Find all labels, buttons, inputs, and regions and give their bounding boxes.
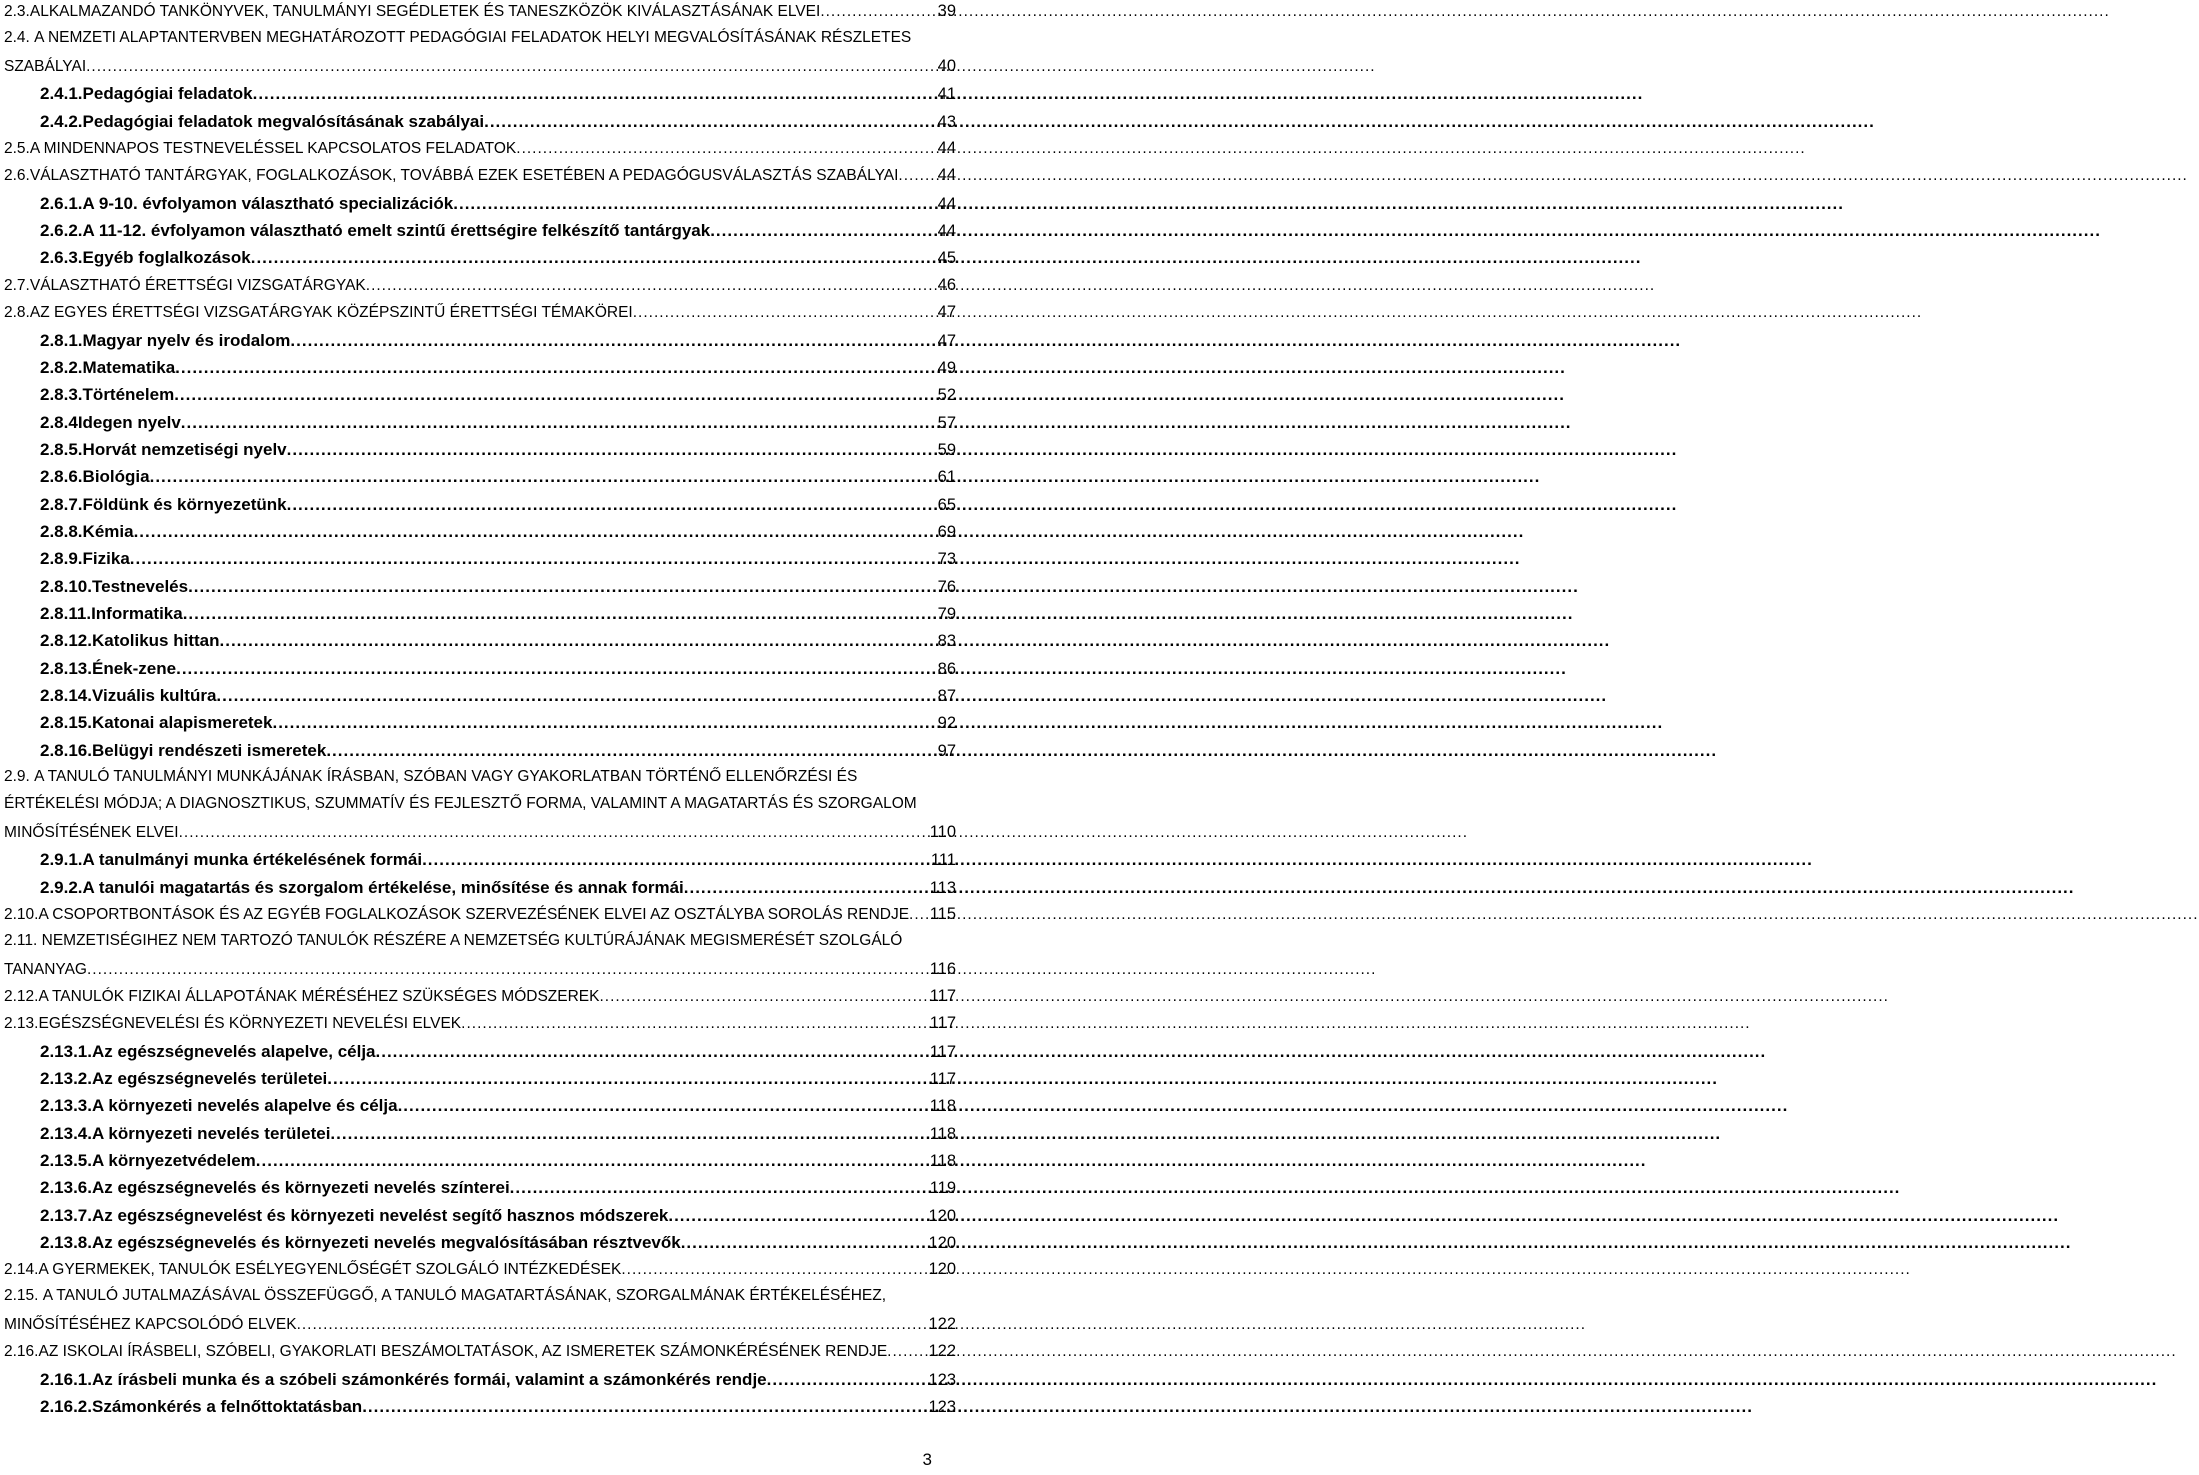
dot-leader	[290, 331, 936, 351]
dot-leader	[633, 304, 937, 322]
dot-leader	[710, 221, 936, 241]
dot-leader	[681, 1233, 928, 1253]
toc-entry-number: 2.8.1.	[40, 330, 83, 350]
toc-entry-title: A 11-12. évfolyamon választható emelt szintű érettségire felkészítő tantárgyak	[82, 221, 711, 241]
page-number: 3	[922, 1450, 932, 1469]
toc-entry-page: 61	[937, 468, 956, 487]
toc-entry-title: ALKALMAZANDÓ TANKÖNYVEK, TANULMÁNYI SEGÉDLETEK ÉS TANESZKÖZÖK KIVÁLASZTÁSÁNAK ELVEI	[29, 3, 821, 21]
dot-leader	[253, 84, 937, 104]
dot-leader	[422, 850, 930, 870]
toc-entry[interactable]	[4, 84, 956, 111]
toc-entry-title: VÁLASZTHATÓ TANTÁRGYAK, FOGLALKOZÁSOK, TOVÁBBÁ EZEK ESETÉBEN A PEDAGÓGUSVÁLASZTÁS SZABÁLYAI	[29, 167, 899, 185]
toc-entry-title: MINŐSÍTÉSÉNEK ELVEI	[4, 823, 179, 841]
toc-entry-title: A környezetvédelem	[92, 1151, 256, 1171]
toc-entry-number: 2.8.11.	[40, 604, 92, 624]
toc-entry-page: 118	[929, 1124, 956, 1143]
toc-entry-number: 2.3.	[4, 3, 30, 21]
toc-entry[interactable]	[4, 686, 956, 713]
toc-entry-title: Magyar nyelv és irodalom	[82, 330, 291, 350]
toc-entry-title: Az egészségnevelés alapelve, célja	[92, 1041, 376, 1061]
toc-entry-page: 43	[937, 112, 956, 131]
toc-entry-page: 113	[929, 878, 956, 897]
dot-leader	[251, 248, 937, 268]
dot-leader	[176, 659, 937, 679]
toc-entry-number: 2.13.5.	[40, 1151, 92, 1171]
toc-entry-title: Horvát nemzetiségi nyelv	[82, 439, 287, 459]
toc-entry-title: Számonkérés a felnőttoktatásban	[92, 1397, 363, 1417]
toc-entry[interactable]	[4, 1041, 956, 1068]
toc-entry-number: 2.13.2.	[40, 1068, 92, 1088]
toc-entry-title: Az egészségnevelés területei	[92, 1068, 328, 1088]
toc-entry-title: A környezeti nevelés területei	[92, 1123, 331, 1143]
toc-entry-page: 79	[937, 605, 956, 624]
toc-entry-page: 47	[937, 331, 956, 350]
toc-entry-page: 86	[937, 659, 956, 678]
toc-entry[interactable]	[4, 522, 956, 549]
toc-entry-page: 57	[937, 413, 956, 432]
toc-entry-number: 2.6.1.	[40, 193, 83, 213]
toc-entry-title: Az egészségnevelést és környezeti nevelést segítő hasznos módszerek	[92, 1205, 669, 1225]
toc-entry-page: 47	[937, 303, 956, 322]
dot-leader	[86, 58, 937, 76]
toc-entry[interactable]	[4, 932, 956, 987]
toc-entry-page: 41	[937, 85, 956, 104]
toc-entry[interactable]	[4, 330, 956, 357]
toc-entry-number: 2.8.14.	[40, 686, 92, 706]
toc-entry[interactable]	[4, 494, 956, 521]
toc-entry[interactable]	[4, 1370, 956, 1397]
toc-entry-title: Egyéb foglalkozások	[82, 248, 251, 268]
toc-entry-number: 2.8.6.	[40, 467, 83, 487]
toc-entry-page: 110	[929, 822, 956, 841]
dot-leader	[287, 495, 937, 515]
dot-leader	[366, 277, 937, 295]
toc-entry-title: Vizuális kultúra	[92, 686, 217, 706]
toc-entry-number: 2.13.6.	[40, 1178, 92, 1198]
toc-entry-title: A tanulói magatartás és szorgalom értékelése, minősítése és annak formái	[82, 877, 684, 897]
toc-entry[interactable]	[4, 1123, 956, 1150]
toc-entry[interactable]	[4, 303, 956, 330]
dot-leader	[668, 1206, 927, 1226]
toc-entry-title: SZABÁLYAI	[4, 58, 87, 76]
toc-entry-title: Katonai alapismeretek	[92, 713, 273, 733]
dot-leader	[297, 1316, 928, 1334]
toc-entry-page: 117	[929, 1069, 956, 1088]
dot-leader	[820, 3, 936, 21]
dot-leader	[134, 522, 937, 542]
dot-leader	[376, 1042, 929, 1062]
toc-entry-number: 2.15.	[4, 1287, 43, 1305]
dot-leader	[287, 440, 937, 460]
toc-entry-number: 2.6.	[4, 167, 30, 185]
toc-entry-title: Pedagógiai feladatok megvalósításának szabályai	[82, 111, 485, 131]
toc-entry[interactable]	[4, 221, 956, 248]
dot-leader	[326, 741, 936, 761]
toc-entry[interactable]	[4, 276, 956, 303]
toc-entry-title: Matematika	[82, 357, 176, 377]
toc-entry[interactable]	[4, 1151, 956, 1178]
dot-leader	[398, 1096, 929, 1116]
toc-entry-title: Fizika	[82, 549, 130, 569]
toc-entry-page: 69	[937, 522, 956, 541]
toc-entry-title: MINŐSÍTÉSÉHEZ KAPCSOLÓDÓ ELVEK	[4, 1316, 297, 1334]
toc-entry-page: 44	[937, 166, 956, 185]
dot-leader	[188, 577, 937, 597]
toc-entry[interactable]	[4, 1069, 956, 1096]
toc-entry-page: 59	[937, 440, 956, 459]
toc-entry-number: 2.13.	[4, 1015, 39, 1033]
toc-entry-title: Testnevelés	[92, 576, 189, 596]
toc-entry-number: 2.8.12.	[40, 631, 92, 651]
toc-entry[interactable]	[4, 1342, 956, 1369]
toc-entry-title: NEMZETISÉGIHEZ NEM TARTOZÓ TANULÓK RÉSZÉRE A NEMZETSÉG KULTÚRÁJÁNAK MEGISMERÉSÉT SZOLGÁLÓ	[41, 931, 903, 949]
toc-entry-title: A NEMZETI ALAPTANTERVBEN MEGHATÁROZOTT PEDAGÓGIAI FELADATOK HELYI MEGVALÓSÍTÁSÁNAK RÉSZLETES	[34, 29, 912, 47]
dot-leader	[330, 1124, 928, 1144]
toc-entry-page: 97	[937, 741, 956, 760]
toc-entry[interactable]	[4, 29, 956, 84]
toc-entry[interactable]	[4, 2, 956, 29]
toc-entry[interactable]	[4, 1178, 956, 1205]
toc-entry-number: 2.5.	[4, 140, 30, 158]
toc-entry[interactable]	[4, 604, 956, 631]
toc-entry[interactable]	[4, 576, 956, 603]
toc-entry-page: 52	[937, 386, 956, 405]
toc-entry[interactable]	[4, 631, 956, 658]
toc-entry-number: 2.8.2.	[40, 357, 83, 377]
toc-entry-number: 2.4.1.	[40, 84, 83, 104]
toc-entry-number: 2.8.9.	[40, 549, 83, 569]
toc-entry-number: 2.9.1.	[40, 850, 83, 870]
toc-entry-number: 2.7.	[4, 276, 30, 294]
toc-entry-page: 117	[929, 1014, 956, 1033]
dot-leader	[684, 878, 929, 898]
toc-entry-page: 73	[937, 550, 956, 569]
toc-entry[interactable]	[4, 139, 956, 166]
toc-entry[interactable]	[4, 905, 956, 932]
toc-entry-number: 2.8.15.	[40, 713, 92, 733]
toc-entry-page: 118	[929, 1152, 956, 1171]
toc-entry-title: Pedagógiai feladatok	[82, 84, 253, 104]
toc-entry[interactable]	[4, 1014, 956, 1041]
toc-entry-page: 120	[928, 1260, 956, 1279]
toc-entry-page: 120	[928, 1206, 956, 1225]
toc-entry[interactable]	[4, 111, 956, 138]
toc-entry-page: 123	[928, 1398, 956, 1417]
toc-entry-title: AZ EGYES ÉRETTSÉGI VIZSGATÁRGYAK KÖZÉPSZINTŰ ÉRETTSÉGI TÉMAKÖREI	[29, 304, 633, 322]
dot-leader	[461, 1015, 929, 1033]
dot-leader	[216, 686, 936, 706]
toc-entry-title: A környezeti nevelés alapelve és célja	[92, 1096, 398, 1116]
toc-entry-page: 46	[937, 275, 956, 294]
dot-leader	[174, 385, 936, 405]
toc-entry-page: 87	[937, 687, 956, 706]
dot-leader	[87, 961, 929, 979]
toc-entry-page: 49	[937, 358, 956, 377]
toc-entry-title: A GYERMEKEK, TANULÓK ESÉLYEGYENLŐSÉGÉT SZOLGÁLÓ INTÉZKEDÉSEK	[38, 1261, 622, 1279]
toc-entry[interactable]	[4, 987, 956, 1014]
toc-entry-page: 83	[937, 632, 956, 651]
toc-entry[interactable]	[4, 440, 956, 467]
toc-entry-page: 92	[937, 714, 956, 733]
dot-leader	[183, 604, 937, 624]
toc-entry[interactable]	[4, 467, 956, 494]
dot-leader	[327, 1069, 928, 1089]
toc-entry-title: Biológia	[82, 467, 150, 487]
dot-leader	[621, 1261, 927, 1279]
toc-entry-page: 117	[929, 1042, 956, 1061]
toc-entry-title: A TANULÓ JUTALMAZÁSÁVAL ÖSSZEFÜGGŐ, A TANULÓ MAGATARTÁSÁNAK, SZORGALMÁNAK ÉRTÉKELÉSÉHEZ,	[42, 1287, 887, 1305]
dot-leader	[510, 1178, 929, 1198]
toc-entry[interactable]	[4, 412, 956, 439]
toc-entry-title: A CSOPORTBONTÁSOK ÉS AZ EGYÉB FOGLALKOZÁSOK SZERVEZÉSÉNEK ELVEI AZ OSZTÁLYBA SOROLÁS RENDJE	[38, 905, 910, 923]
toc-entry[interactable]	[4, 1397, 956, 1424]
dot-leader	[175, 358, 936, 378]
toc-entry-page: 44	[937, 139, 956, 158]
dot-leader	[516, 140, 936, 158]
toc-entry-page: 44	[937, 194, 956, 213]
toc-entry-page: 65	[937, 495, 956, 514]
toc-entry[interactable]	[4, 193, 956, 220]
toc-entry-page: 44	[937, 222, 956, 241]
dot-leader	[220, 631, 937, 651]
toc-entry-title: AZ ISKOLAI ÍRÁSBELI, SZÓBELI, GYAKORLATI BESZÁMOLTATÁSOK, AZ ISMERETEK SZÁMONKÉRÉSÉNEK RENDJE	[38, 1343, 888, 1361]
toc-entry-page: 115	[929, 904, 956, 923]
toc-entry-title: TANANYAG	[4, 960, 87, 978]
toc-entry-number: 2.9.2.	[40, 877, 83, 897]
dot-leader	[887, 1343, 927, 1361]
toc-entry-title: Az írásbeli munka és a szóbeli számonkérés formái, valamint a számonkérés rendje	[92, 1369, 767, 1389]
dot-leader	[256, 1151, 929, 1171]
dot-leader	[272, 713, 936, 733]
dot-leader	[362, 1397, 927, 1417]
toc-entry-title: Az egészségnevelés és környezeti nevelés színterei	[92, 1178, 510, 1198]
toc-entry-number: 2.13.1.	[40, 1041, 92, 1061]
toc-entry-page: 116	[929, 959, 956, 978]
toc-entry[interactable]	[4, 385, 956, 412]
dot-leader	[453, 194, 936, 214]
toc-entry-title: Informatika	[91, 604, 183, 624]
toc-entry[interactable]	[4, 1260, 956, 1287]
dot-leader	[150, 467, 937, 487]
toc-entry-page: 40	[937, 57, 956, 76]
toc-entry-number: 2.8.	[4, 304, 30, 322]
toc-entry[interactable]	[4, 1287, 956, 1342]
toc-entry[interactable]	[4, 248, 956, 275]
dot-leader	[181, 413, 937, 433]
toc-entry[interactable]	[4, 658, 956, 685]
toc-entry-number: 2.16.	[4, 1343, 39, 1361]
dot-leader	[484, 112, 937, 132]
toc-entry-number: 2.11.	[4, 931, 42, 949]
toc-entry-title: A MINDENNAPOS TESTNEVELÉSSEL KAPCSOLATOS FELADATOK	[29, 140, 517, 158]
toc-entry-title: EGÉSZSÉGNEVELÉSI ÉS KÖRNYEZETI NEVELÉSI ELVEK	[38, 1015, 462, 1033]
toc-entry-number: 2.4.	[4, 29, 35, 47]
toc-entry-number: 2.8.7.	[40, 494, 83, 514]
toc-entry-number: 2.10.	[4, 905, 39, 923]
toc-entry-number: 2.8.10.	[40, 576, 92, 596]
toc-entry-title: A TANULÓ TANULMÁNYI MUNKÁJÁNAK ÍRÁSBAN, SZÓBAN VAGY GYAKORLATBAN TÖRTÉNŐ ELLENŐRZÉSI ÉS	[34, 767, 858, 785]
toc-entry-title: ÉRTÉKELÉSI MÓDJA; A DIAGNOSZTIKUS, SZUMMATÍV ÉS FEJLESZTŐ FORMA, VALAMINT A MAGATARTÁS ÉS SZORGALOM	[4, 795, 917, 813]
toc-entry-number: 2.6.2.	[40, 221, 83, 241]
toc-entry-number: 2.8.16.	[40, 740, 92, 760]
toc-entry-page: 76	[937, 577, 956, 596]
toc-entry-number: 2.13.3.	[40, 1096, 92, 1116]
toc-entry[interactable]	[4, 713, 956, 740]
toc-entry-page: 118	[929, 1097, 956, 1116]
toc-entry-page: 45	[937, 249, 956, 268]
toc-entry-title: Történelem	[82, 385, 175, 405]
toc-entry-page: 120	[928, 1234, 956, 1253]
dot-leader	[767, 1370, 928, 1390]
toc-entry[interactable]	[4, 850, 956, 877]
toc-entry[interactable]	[4, 768, 956, 850]
toc-entry-number: 2.13.8.	[40, 1233, 92, 1253]
toc-entry-page: 122	[928, 1342, 956, 1361]
toc-entry-page: 111	[930, 851, 956, 870]
toc-entry[interactable]	[4, 877, 956, 904]
toc-entry-title: Az egészségnevelés és környezeti nevelés megvalósításában résztvevők	[92, 1233, 681, 1253]
toc-entry-number: 2.16.2.	[40, 1397, 92, 1417]
toc-entry-number: 2.8.5.	[40, 439, 83, 459]
toc-entry-number: 2.13.4.	[40, 1123, 92, 1143]
toc-entry-number: 2.9.	[4, 767, 35, 785]
toc-entry-page: 39	[937, 2, 956, 21]
toc-entry[interactable]	[4, 740, 956, 767]
dot-leader	[179, 824, 929, 842]
toc-entry-number: 2.8.13.	[40, 658, 92, 678]
toc-entry-number: 2.12.	[4, 987, 39, 1005]
dot-leader	[909, 906, 929, 924]
toc-entry-title: Kémia	[82, 521, 134, 541]
toc-entry[interactable]	[4, 1096, 956, 1123]
toc-entry[interactable]	[4, 358, 956, 385]
toc-entry-page: 123	[928, 1370, 956, 1389]
toc-entry[interactable]	[4, 1205, 956, 1232]
toc-entry-number: 2.6.3.	[40, 248, 83, 268]
toc-entry-number: 2.14.	[4, 1261, 39, 1279]
toc-entry-number: 2.16.1.	[40, 1369, 92, 1389]
dot-leader	[898, 167, 936, 185]
toc-entry-title: Ének-zene	[92, 658, 177, 678]
toc-entry-title: Belügyi rendészeti ismeretek	[92, 740, 327, 760]
toc-entry-number: 2.13.7.	[40, 1205, 92, 1225]
toc-entry-title: VÁLASZTHATÓ ÉRETTSÉGI VIZSGATÁRGYAK	[29, 276, 366, 294]
toc-entry-title: Idegen nyelv	[77, 412, 181, 432]
toc-entry-number: 2.8.8.	[40, 521, 83, 541]
toc-entry-number: 2.8.3.	[40, 385, 83, 405]
toc-entry-title: A 9-10. évfolyamon választható specializációk	[82, 193, 454, 213]
toc-entry-title: A TANULÓK FIZIKAI ÁLLAPOTÁNAK MÉRÉSÉHEZ SZÜKSÉGES MÓDSZEREK	[38, 987, 600, 1005]
toc-entry-title: Földünk és környezetünk	[82, 494, 287, 514]
dot-leader	[600, 988, 929, 1006]
toc-entry-page: 117	[929, 986, 956, 1005]
toc-entry-title: A tanulmányi munka értékelésének formái	[82, 850, 423, 870]
toc-entry[interactable]	[4, 1233, 956, 1260]
dot-leader	[130, 549, 937, 569]
toc-entry-number: 2.8.4	[40, 412, 78, 432]
toc-entry-title: Katolikus hittan	[92, 631, 220, 651]
toc-entry-page: 122	[928, 1315, 956, 1334]
toc-entry[interactable]	[4, 549, 956, 576]
toc-entry-number: 2.4.2.	[40, 111, 83, 131]
toc-entry[interactable]	[4, 166, 956, 193]
toc-entry-page: 119	[929, 1179, 956, 1198]
